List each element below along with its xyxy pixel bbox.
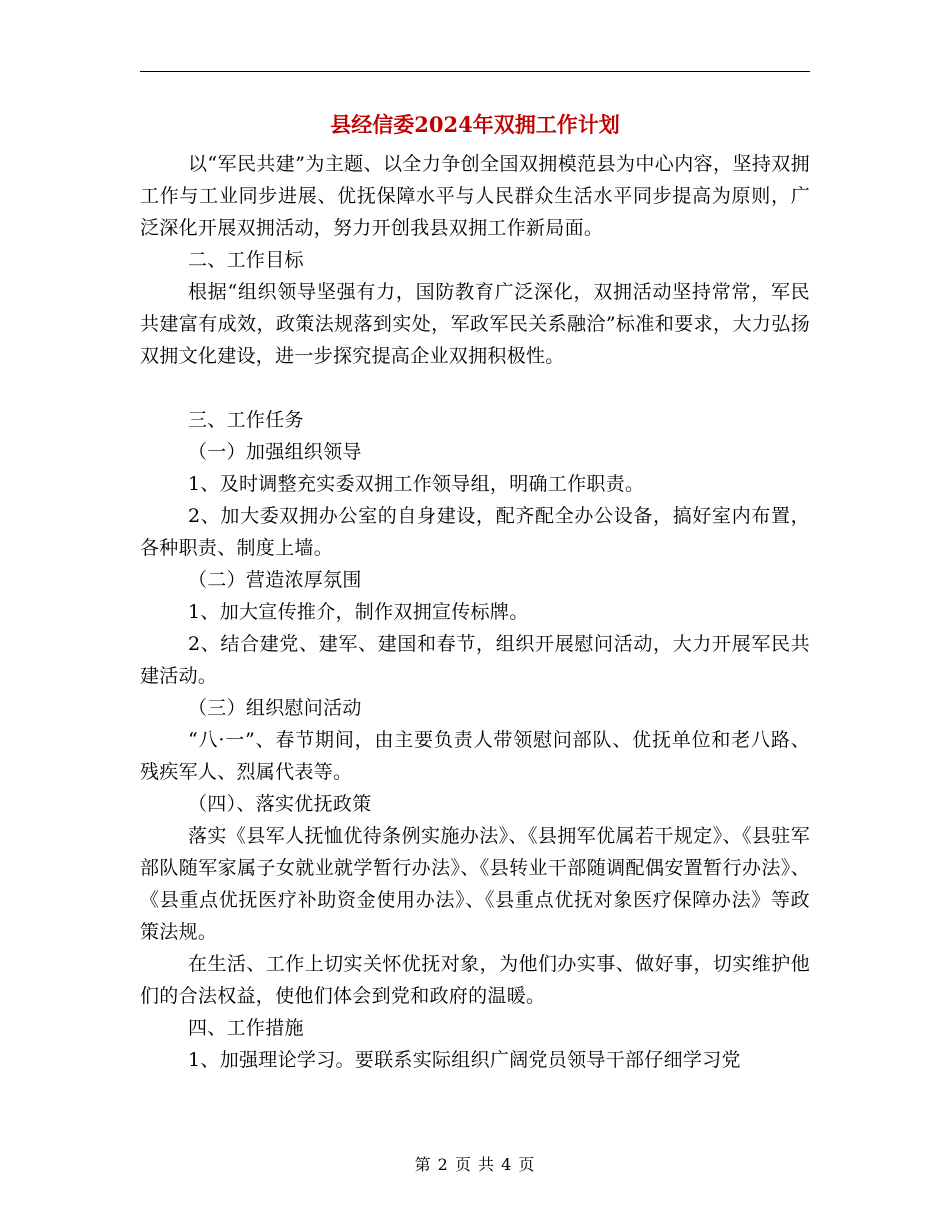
- intro-paragraph: 以“军民共建”为主题、以全力争创全国双拥模范县为中心内容，坚持双拥工作与工业同步进展、优抚保障水平与人民群众生活水平同步提高为原则，广泛深化开展双拥活动，努力开创我县双拥工作新局面。: [140, 153, 810, 239]
- section-heading-tasks: 三、工作任务: [188, 409, 304, 431]
- list-item: 2、结合建党、建军、建国和春节，组织开展慰问活动，大力开展军民共建活动。: [140, 633, 810, 687]
- visits-paragraph: “八·一”、春节期间，由主要负责人带领慰问部队、优抚单位和老八路、残疾军人、烈属代表等。: [140, 729, 810, 783]
- document-body: [140, 148, 810, 1076]
- goals-paragraph: 根据“组织领导坚强有力，国防教育广泛深化，双拥活动坚持常常，军民共建富有成效，政策法规落到实处，军政军民关系融洽”标准和要求，大力弘扬双拥文化建设，进一步探究提高企业双拥积极性。: [140, 281, 810, 367]
- list-item: 1、及时调整充实委双拥工作领导组，明确工作职责。: [188, 473, 645, 495]
- page-number: 第 2 页 共 4 页: [414, 1155, 536, 1174]
- document-title: 县经信委2024年双拥工作计划: [330, 112, 620, 137]
- list-item: 2、加大委双拥办公室的自身建设，配齐配全办公设备，搞好室内布置，各种职责、制度上墙。: [140, 505, 810, 559]
- subsection-heading-atmosphere: （二）营造浓厚氛围: [188, 569, 362, 591]
- subsection-heading-policy: （四）、落实优抚政策: [188, 793, 372, 815]
- list-item: 1、加大宣传推介，制作双拥宣传标牌。: [188, 601, 529, 623]
- subsection-heading-leadership: （一）加强组织领导: [188, 441, 362, 463]
- policy-paragraph: 落实《县军人抚恤优待条例实施办法》、《县拥军优属若干规定》、《县驻军部队随军家属子女就业就学暂行办法》、《县转业干部随调配偶安置暂行办法》、《县重点优抚医疗补助资金使用办法》、《县重点优抚对象医疗保障办法》等政策法规。: [140, 825, 810, 943]
- section-heading-goals: 二、工作目标: [188, 249, 304, 271]
- section-heading-measures: 四、工作措施: [188, 1017, 304, 1039]
- list-item: 1、加强理论学习。要联系实际组织广阔党员领导干部仔细学习党: [188, 1049, 741, 1071]
- paragraph-gap: [140, 372, 810, 404]
- care-paragraph: 在生活、工作上切实关怀优抚对象，为他们办实事、做好事，切实维护他们的合法权益，使他们体会到党和政府的温暖。: [140, 953, 810, 1007]
- subsection-heading-visits: （三）组织慰问活动: [188, 697, 362, 719]
- header-rule: [140, 71, 810, 72]
